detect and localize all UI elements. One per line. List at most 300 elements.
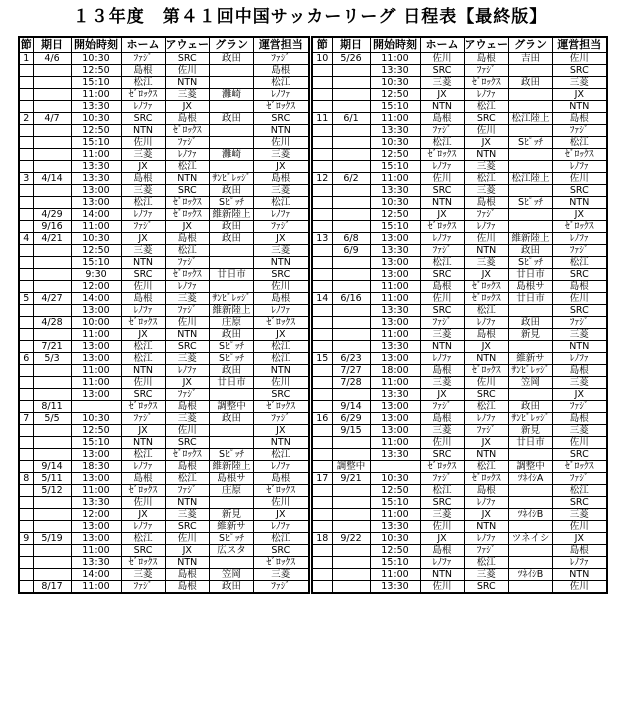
table-cell: 18:00 (370, 365, 420, 377)
table-cell: ﾌｧｼﾞ (254, 221, 309, 233)
table-cell: 13:00 (370, 353, 420, 365)
table-cell: JX (464, 269, 509, 281)
table-cell (312, 557, 332, 569)
table-cell: ｻﾝﾋﾞﾚｯｼﾞ (210, 293, 254, 305)
table-cell: 11:00 (370, 173, 420, 185)
table-row (312, 221, 607, 233)
table-cell (332, 149, 370, 161)
table-cell: ｾﾞﾛｯｸｽ (121, 89, 165, 101)
table-cell (210, 557, 254, 569)
table-cell: 8/17 (33, 581, 71, 594)
table-cell: 三菱 (420, 425, 464, 437)
table-row (312, 197, 607, 209)
table-cell (332, 197, 370, 209)
header-row (19, 37, 309, 53)
table-row (19, 173, 309, 185)
table-cell: 15:10 (370, 101, 420, 113)
table-cell (19, 497, 33, 509)
table-cell (332, 317, 370, 329)
table-cell (332, 437, 370, 449)
table-cell: 灘崎 (210, 149, 254, 161)
table-cell (332, 101, 370, 113)
table-cell: ﾚﾉﾌｧ (254, 89, 309, 101)
table-row (19, 209, 309, 221)
table-cell: SRC (165, 53, 210, 65)
table-cell (19, 269, 33, 281)
table-cell: 佐川 (420, 53, 464, 65)
table-cell: 11:00 (71, 377, 121, 389)
table-cell: 3 (19, 173, 33, 185)
table-cell: 13:30 (370, 65, 420, 77)
table-cell: ｾﾞﾛｯｸｽ (121, 317, 165, 329)
table-cell (19, 161, 33, 173)
table-cell: ｾﾞﾛｯｸｽ (254, 401, 309, 413)
header-row (312, 37, 607, 53)
table-row (19, 365, 309, 377)
table-row (312, 329, 607, 341)
table-cell (33, 185, 71, 197)
table-cell: 島根 (254, 65, 309, 77)
table-cell: SRC (121, 269, 165, 281)
table-cell (312, 509, 332, 521)
table-row (19, 65, 309, 77)
table-cell (509, 221, 553, 233)
table-cell: 島根 (420, 545, 464, 557)
table-cell: ﾚﾉﾌｧ (553, 161, 607, 173)
table-cell (33, 77, 71, 89)
table-cell: ﾚﾉﾌｧ (553, 233, 607, 245)
column-header: 開始時刻 (71, 37, 121, 53)
table-cell (19, 89, 33, 101)
table-cell (312, 137, 332, 149)
table-cell: ﾌｧｼﾞ (553, 245, 607, 257)
table-cell (33, 281, 71, 293)
table-cell: 三菱 (420, 377, 464, 389)
table-cell: 松江 (464, 401, 509, 413)
table-row (19, 185, 309, 197)
table-cell: 松江陸上 (509, 173, 553, 185)
table-cell (312, 269, 332, 281)
column-header: 運営担当 (553, 37, 607, 53)
table-cell (332, 65, 370, 77)
table-cell (332, 125, 370, 137)
table-cell: JX (420, 533, 464, 545)
table-cell (509, 389, 553, 401)
table-cell (19, 365, 33, 377)
table-cell (312, 101, 332, 113)
table-cell (332, 449, 370, 461)
table-cell: 12:50 (370, 545, 420, 557)
table-cell: JX (121, 161, 165, 173)
table-cell: 島根 (165, 569, 210, 581)
table-cell: 松江 (464, 173, 509, 185)
table-row (312, 497, 607, 509)
table-cell: 13:00 (71, 449, 121, 461)
table-cell: 2 (19, 113, 33, 125)
table-cell: 13:30 (370, 389, 420, 401)
table-cell: 8 (19, 473, 33, 485)
table-cell (19, 149, 33, 161)
table-cell (332, 209, 370, 221)
table-row (19, 341, 309, 353)
table-row (312, 257, 607, 269)
table-cell: 18 (312, 533, 332, 545)
table-cell: 9/15 (332, 425, 370, 437)
table-cell: 佐川 (121, 377, 165, 389)
table-cell (509, 65, 553, 77)
table-cell: 11:00 (370, 293, 420, 305)
table-cell: 9/14 (332, 401, 370, 413)
table-cell: ﾂﾈｲｼB (509, 569, 553, 581)
table-cell (312, 437, 332, 449)
table-cell (332, 581, 370, 594)
table-cell: 三菱 (165, 353, 210, 365)
table-row (312, 185, 607, 197)
table-cell (312, 341, 332, 353)
table-cell: 三菱 (254, 245, 309, 257)
table-row (312, 509, 607, 521)
table-cell: 6/9 (332, 245, 370, 257)
column-header: グラン (509, 37, 553, 53)
table-row (312, 353, 607, 365)
table-cell (19, 185, 33, 197)
column-header: 節 (20, 38, 32, 51)
table-cell (312, 257, 332, 269)
table-row (19, 425, 309, 437)
table-cell: ﾌｧｼﾞ (165, 257, 210, 269)
table-cell: 廿日市 (509, 269, 553, 281)
table-cell: 政田 (509, 245, 553, 257)
table-cell: SRC (254, 389, 309, 401)
table-cell: 松江 (165, 245, 210, 257)
table-cell: 佐川 (464, 377, 509, 389)
table-cell: 維新陸上 (210, 461, 254, 473)
table-cell: ﾌｧｼﾞ (121, 581, 165, 594)
table-cell: 島根 (121, 65, 165, 77)
table-cell (312, 449, 332, 461)
table-cell: JX (464, 509, 509, 521)
table-cell: 松江 (464, 101, 509, 113)
table-row (312, 485, 607, 497)
column-header: アウェー (464, 38, 509, 51)
table-cell: 14:00 (71, 569, 121, 581)
table-cell: SRC (553, 305, 607, 317)
table-cell: 14:00 (71, 209, 121, 221)
table-cell: NTN (121, 257, 165, 269)
table-cell: NTN (464, 521, 509, 533)
table-cell: SRC (165, 437, 210, 449)
table-cell: 佐川 (165, 317, 210, 329)
table-row (312, 161, 607, 173)
table-cell: 1 (19, 53, 33, 65)
table-cell (312, 221, 332, 233)
table-cell (19, 221, 33, 233)
table-cell: 佐川 (165, 425, 210, 437)
left-schedule (18, 36, 310, 594)
table-cell (312, 521, 332, 533)
table-cell: ｾﾞﾛｯｸｽ (165, 449, 210, 461)
table-cell: 島根 (165, 461, 210, 473)
table-cell (33, 161, 71, 173)
table-cell (332, 497, 370, 509)
table-row (19, 113, 309, 125)
table-cell: ｾﾞﾛｯｸｽ (464, 473, 509, 485)
table-row (312, 269, 607, 281)
table-cell: SRC (420, 185, 464, 197)
table-cell (33, 245, 71, 257)
table-cell: 9 (19, 533, 33, 545)
table-cell: 三菱 (121, 245, 165, 257)
table-cell: 13:30 (370, 449, 420, 461)
page-title: １３年度 第４１回中国サッカーリーグ 日程表【最終版】 (72, 7, 548, 27)
table-row (19, 389, 309, 401)
table-cell: 政田 (210, 221, 254, 233)
table-cell (509, 581, 553, 594)
table-cell: ﾌｧｼﾞ (464, 425, 509, 437)
table-row (19, 281, 309, 293)
table-cell: 政田 (210, 365, 254, 377)
table-cell: 松江 (553, 257, 607, 269)
table-cell: 13:00 (370, 269, 420, 281)
table-cell (33, 329, 71, 341)
table-cell: 政田 (210, 413, 254, 425)
table-cell: 13:00 (71, 197, 121, 209)
table-cell: NTN (464, 245, 509, 257)
table-cell (19, 77, 33, 89)
table-cell: ｾﾞﾛｯｸｽ (464, 365, 509, 377)
table-cell (332, 257, 370, 269)
table-cell: 松江 (254, 353, 309, 365)
table-cell (509, 341, 553, 353)
table-cell: 10:30 (370, 533, 420, 545)
table-row (19, 53, 309, 65)
table-row (19, 329, 309, 341)
table-cell: 11:00 (370, 437, 420, 449)
table-cell (312, 197, 332, 209)
table-cell: 13:00 (370, 233, 420, 245)
table-row (19, 509, 309, 521)
table-cell (19, 329, 33, 341)
table-cell (210, 65, 254, 77)
table-cell: 三菱 (254, 185, 309, 197)
table-cell: 新見 (509, 329, 553, 341)
table-row (19, 77, 309, 89)
table-cell: 佐川 (165, 65, 210, 77)
table-cell: ﾌｧｼﾞ (464, 65, 509, 77)
table-cell (332, 509, 370, 521)
table-cell: 松江 (165, 473, 210, 485)
table-cell: 佐川 (553, 521, 607, 533)
table-row (312, 293, 607, 305)
table-cell: 島根 (553, 545, 607, 557)
table-cell: 佐川 (464, 233, 509, 245)
table-cell: 10:30 (71, 113, 121, 125)
table-cell: 三菱 (464, 257, 509, 269)
table-cell: JX (464, 437, 509, 449)
table-cell: 11:00 (71, 485, 121, 497)
table-cell: ﾌｧｼﾞ (254, 53, 309, 65)
table-cell: 庄原 (210, 317, 254, 329)
table-cell (33, 149, 71, 161)
table-cell: 三菱 (121, 569, 165, 581)
table-cell: 12:50 (71, 425, 121, 437)
table-cell: 13:00 (370, 317, 420, 329)
table-cell: ﾌｧｼﾞ (553, 317, 607, 329)
table-cell: 13:00 (370, 401, 420, 413)
table-cell: 松江 (121, 449, 165, 461)
table-cell: 松江 (420, 137, 464, 149)
table-row (19, 545, 309, 557)
table-cell: NTN (165, 173, 210, 185)
table-cell: SRC (553, 65, 607, 77)
table-cell: 三菱 (121, 149, 165, 161)
table-cell: 16 (312, 413, 332, 425)
table-cell: ﾚﾉﾌｧ (464, 317, 509, 329)
table-cell (312, 461, 332, 473)
table-cell: 島根 (464, 485, 509, 497)
table-cell: 三菱 (464, 569, 509, 581)
table-cell: JX (553, 89, 607, 101)
table-cell: 島根 (420, 113, 464, 125)
table-cell: NTN (464, 353, 509, 365)
table-cell: 松江 (121, 353, 165, 365)
table-cell: 13:30 (370, 305, 420, 317)
table-cell: 島根 (553, 413, 607, 425)
table-cell (33, 365, 71, 377)
table-row (19, 149, 309, 161)
table-cell (19, 401, 33, 413)
table-cell: ﾚﾉﾌｧ (165, 365, 210, 377)
table-row (312, 149, 607, 161)
table-cell (312, 245, 332, 257)
table-cell (19, 281, 33, 293)
table-cell: 維新陸上 (509, 233, 553, 245)
table-cell: 三菱 (420, 77, 464, 89)
table-cell: JX (165, 221, 210, 233)
table-row (19, 473, 309, 485)
table-cell: 13:00 (71, 353, 121, 365)
table-cell: Sﾋﾟｯﾁ (210, 353, 254, 365)
table-cell: 松江 (121, 197, 165, 209)
table-cell (312, 305, 332, 317)
table-cell (19, 557, 33, 569)
table-cell (71, 401, 121, 413)
table-cell: NTN (553, 101, 607, 113)
table-row (312, 569, 607, 581)
table-cell: JX (254, 329, 309, 341)
table-cell: 松江 (254, 197, 309, 209)
table-cell (332, 221, 370, 233)
table-row (19, 557, 309, 569)
table-row (19, 317, 309, 329)
table-cell: 4 (19, 233, 33, 245)
table-cell: 佐川 (420, 521, 464, 533)
table-row (312, 77, 607, 89)
table-cell: 松江 (254, 77, 309, 89)
table-cell: 15:10 (71, 257, 121, 269)
table-cell (312, 329, 332, 341)
table-cell (33, 125, 71, 137)
table-cell (332, 557, 370, 569)
table-cell (33, 197, 71, 209)
table-cell: 8/11 (33, 401, 71, 413)
table-cell: 佐川 (553, 581, 607, 594)
table-cell: JX (420, 209, 464, 221)
table-cell (33, 377, 71, 389)
table-cell (332, 161, 370, 173)
table-cell: NTN (165, 497, 210, 509)
table-cell: ﾚﾉﾌｧ (254, 461, 309, 473)
table-cell: NTN (121, 437, 165, 449)
table-row (312, 521, 607, 533)
table-cell: JX (553, 533, 607, 545)
table-row (19, 401, 309, 413)
table-cell: ｾﾞﾛｯｸｽ (254, 101, 309, 113)
table-cell: 佐川 (420, 173, 464, 185)
table-cell: ﾌｧｼﾞ (121, 53, 165, 65)
table-cell: JX (165, 545, 210, 557)
table-cell: SRC (165, 521, 210, 533)
table-cell (19, 581, 33, 594)
table-cell: 佐川 (254, 281, 309, 293)
table-row (19, 137, 309, 149)
table-cell: ﾚﾉﾌｧ (553, 557, 607, 569)
table-cell: 11:00 (71, 329, 121, 341)
table-cell: 13:30 (71, 173, 121, 185)
table-cell: JX (464, 341, 509, 353)
table-cell: 三菱 (165, 509, 210, 521)
table-cell (332, 77, 370, 89)
table-cell (312, 581, 332, 594)
table-cell: SRC (121, 389, 165, 401)
table-cell: 5 (19, 293, 33, 305)
table-cell (210, 425, 254, 437)
table-row (312, 557, 607, 569)
table-cell: 13:30 (370, 185, 420, 197)
table-cell: 13:00 (370, 257, 420, 269)
table-cell: 灘崎 (210, 89, 254, 101)
table-cell: JX (121, 233, 165, 245)
table-cell: 廿日市 (509, 293, 553, 305)
table-cell: 4/29 (33, 209, 71, 221)
table-cell (19, 449, 33, 461)
table-cell (509, 161, 553, 173)
table-cell: ｾﾞﾛｯｸｽ (254, 557, 309, 569)
table-cell: 新見 (509, 425, 553, 437)
table-cell: 佐川 (553, 173, 607, 185)
table-cell: 政田 (210, 233, 254, 245)
table-row (312, 245, 607, 257)
table-row (312, 281, 607, 293)
table-cell: 15:10 (370, 497, 420, 509)
table-cell: Sﾋﾟｯﾁ (210, 449, 254, 461)
table-cell: ﾌｧｼﾞ (553, 473, 607, 485)
table-cell: 島根 (553, 281, 607, 293)
table-cell: JX (121, 329, 165, 341)
table-cell: 松江 (121, 341, 165, 353)
table-cell (19, 209, 33, 221)
table-row (312, 65, 607, 77)
table-cell: ﾂﾈｲｼA (509, 473, 553, 485)
table-row (19, 533, 309, 545)
table-cell: 9/21 (332, 473, 370, 485)
table-cell: ｾﾞﾛｯｸｽ (420, 221, 464, 233)
table-cell: 13:00 (71, 473, 121, 485)
table-cell: 島根 (464, 197, 509, 209)
table-cell: 広スタ (210, 545, 254, 557)
table-cell: 12:00 (71, 281, 121, 293)
table-cell: 松江 (464, 305, 509, 317)
